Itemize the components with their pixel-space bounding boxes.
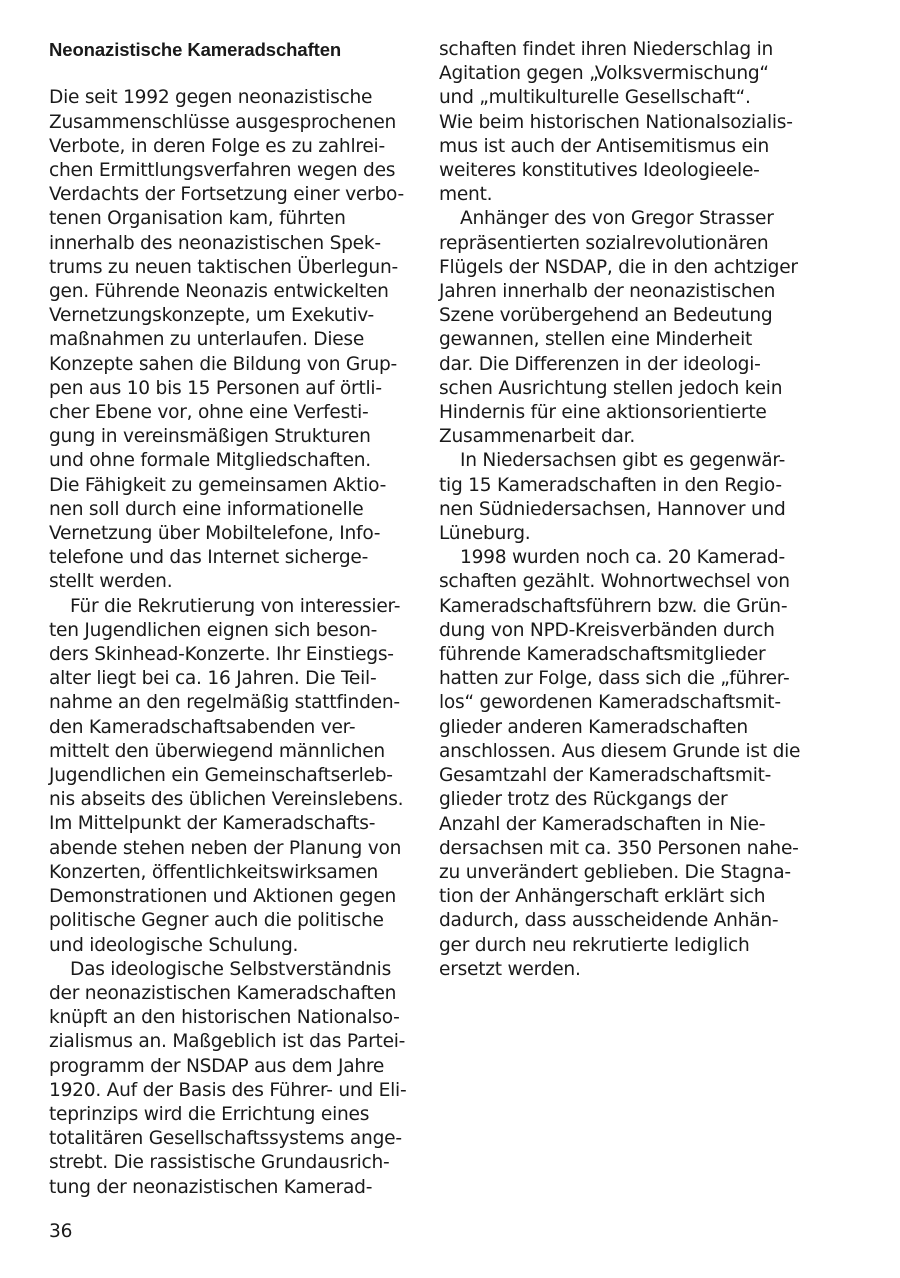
text-line: Jahren innerhalb der neonazistischen: [439, 281, 776, 303]
text-line: tung der neonazistischen Kamerad-: [49, 1176, 373, 1198]
text-line: Zusammenarbeit dar.: [439, 426, 635, 448]
text-line: telefone und das Internet sicherge-: [49, 547, 369, 569]
text-line: repräsentierten sozialrevolutionären: [439, 232, 769, 254]
text-line: alter liegt bei ca. 16 Jahren. Die Teil-: [49, 668, 377, 690]
text-line: dersachsen mit ca. 350 Personen nahe-: [439, 837, 799, 859]
text-line: zu unverändert geblieben. Die Stagna-: [439, 861, 791, 883]
text-line: Konzerten, öffentlichkeitswirksamen: [49, 861, 379, 883]
text-line: nen Südniedersachsen, Hannover und: [439, 498, 786, 520]
text-line: weiteres konstitutives Ideologieele-: [439, 160, 760, 182]
section-heading: Neonazistische Kameradschaften: [49, 39, 342, 60]
text-line: Kameradschaftsführern bzw. die Grün-: [439, 595, 788, 617]
text-line: und ohne formale Mitgliedschaften.: [49, 450, 371, 472]
text-line: Demonstrationen und Aktionen gegen: [49, 886, 397, 908]
text-line: gewannen, stellen eine Minderheit: [439, 329, 753, 351]
text-line: der neonazistischen Kameradschaften: [49, 982, 397, 1004]
page-number: 36: [49, 1221, 73, 1242]
text-line: Für die Rekrutierung von interessier-: [70, 595, 401, 617]
text-line: teprinzips wird die Errichtung eines: [49, 1103, 370, 1125]
text-line: 1998 wurden noch ca. 20 Kamerad-: [460, 547, 785, 569]
text-line: glieder trotz des Rückgangs der: [439, 789, 728, 811]
text-line: cher Ebene vor, ohne eine Verfesti-: [49, 402, 369, 424]
right-column-text: [439, 38, 799, 982]
text-line: tion der Anhängerschaft erklärt sich: [439, 886, 766, 908]
text-line: nen soll durch eine informationelle: [49, 498, 364, 520]
text-line: Anhänger des von Gregor Strasser: [460, 208, 774, 230]
text-line: tig 15 Kameradschaften in den Regio-: [439, 474, 782, 496]
text-line: los“ gewordenen Kameradschaftsmit-: [439, 692, 781, 714]
text-line: den Kameradschaftsabenden ver-: [49, 716, 356, 738]
text-line: 1920. Auf der Basis des Führer- und Eli-: [49, 1079, 407, 1101]
text-line: nis abseits des üblichen Vereinslebens.: [49, 789, 404, 811]
text-line: ger durch neu rekrutierte lediglich: [439, 934, 750, 956]
text-line: totalitären Gesellschaftssystems ange-: [49, 1128, 402, 1150]
text-line: gung in vereinsmäßigen Strukturen: [49, 426, 371, 448]
text-line: führende Kameradschaftsmitglieder: [439, 644, 766, 666]
text-line: dadurch, dass ausscheidende Anhän-: [439, 910, 779, 932]
text-line: glieder anderen Kameradschaften: [439, 716, 748, 738]
left-column: [49, 38, 409, 1200]
text-line: ersetzt werden.: [439, 958, 581, 980]
text-line: Zusammenschlüsse ausgesprochenen: [49, 111, 397, 133]
text-line: Agitation gegen „Volksvermischung“: [439, 63, 769, 85]
text-line: trums zu neuen taktischen Überlegun-: [49, 256, 398, 278]
text-line: tenen Organisation kam, führten: [49, 208, 346, 230]
text-line: dung von NPD-Kreisverbänden durch: [439, 619, 775, 641]
text-line: schaften findet ihren Niederschlag in: [439, 39, 774, 60]
text-line: mus ist auch der Antisemitismus ein: [439, 135, 770, 157]
text-line: politische Gegner auch die politische: [49, 910, 384, 932]
text-line: zialismus an. Maßgeblich ist das Partei-: [49, 1031, 406, 1053]
text-line: gen. Führende Neonazis entwickelten: [49, 281, 389, 303]
text-line: Vernetzungskonzepte, um Exekutiv-: [49, 305, 375, 327]
text-line: Flügels der NSDAP, die in den achtziger: [439, 256, 798, 278]
text-line: ment.: [439, 184, 493, 206]
text-line: und „multikulturelle Gesellschaft“.: [439, 87, 751, 109]
text-line: Anzahl der Kameradschaften in Nie-: [439, 813, 766, 835]
text-line: Gesamtzahl der Kameradschaftsmit-: [439, 765, 772, 787]
text-line: Hindernis für eine aktionsorientierte: [439, 402, 767, 424]
text-line: Verdachts der Fortsetzung einer verbo-: [49, 184, 404, 206]
text-line: Verbote, in deren Folge es zu zahlrei-: [49, 135, 385, 157]
text-line: Die Fähigkeit zu gemeinsamen Aktio-: [49, 474, 387, 496]
text-line: abende stehen neben der Planung von: [49, 837, 402, 859]
text-line: innerhalb des neonazistischen Spek-: [49, 232, 381, 254]
text-line: stellt werden.: [49, 571, 173, 593]
text-line: Die seit 1992 gegen neonazistische: [49, 87, 373, 109]
text-line: strebt. Die rassistische Grundausrich-: [49, 1152, 390, 1174]
text-line: Das ideologische Selbstverständnis: [70, 958, 392, 980]
text-line: chen Ermittlungsverfahren wegen des: [49, 160, 396, 181]
text-line: pen aus 10 bis 15 Personen auf örtli-: [49, 377, 382, 399]
text-line: Szene vorübergehend an Bedeutung: [439, 305, 773, 327]
text-line: knüpft an den historischen Nationalso-: [49, 1007, 400, 1029]
text-line: programm der NSDAP aus dem Jahre: [49, 1055, 385, 1077]
text-line: schaften gezählt. Wohnortwechsel von: [439, 571, 790, 593]
text-line: Jugendlichen ein Gemeinschaftserleb-: [49, 765, 393, 787]
text-line: ten Jugendlichen eignen sich beson-: [49, 619, 378, 641]
text-line: mittelt den überwiegend männlichen: [49, 740, 385, 762]
text-line: ders Skinhead-Konzerte. Ihr Einstiegs-: [49, 644, 394, 666]
text-line: anschlossen. Aus diesem Grunde ist die: [439, 740, 801, 762]
text-line: und ideologische Schulung.: [49, 934, 299, 956]
text-line: hatten zur Folge, dass sich die „führer-: [439, 668, 790, 690]
text-line: maßnahmen zu unterlaufen. Diese: [49, 329, 365, 351]
text-line: Im Mittelpunkt der Kameradschafts-: [49, 813, 376, 835]
text-line: Wie beim historischen Nationalsozialis-: [439, 111, 793, 133]
text-line: dar. Die Differenzen in der ideologi-: [439, 353, 761, 375]
text-line: Lüneburg.: [439, 523, 531, 545]
right-column: [439, 38, 799, 982]
text-line: In Niedersachsen gibt es gegenwär-: [460, 450, 786, 472]
text-line: nahme an den regelmäßig stattfinden-: [49, 692, 400, 714]
text-line: schen Ausrichtung stellen jedoch kein: [439, 377, 783, 399]
text-line: Vernetzung über Mobiltelefone, Info-: [49, 523, 381, 545]
left-column-text: [49, 86, 409, 1199]
text-line: Konzepte sahen die Bildung von Grup-: [49, 353, 397, 375]
